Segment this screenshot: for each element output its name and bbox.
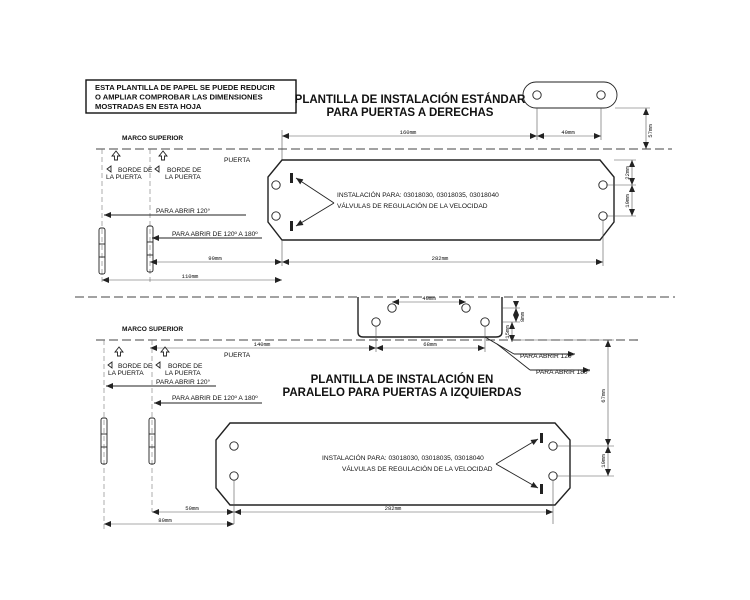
svg-text:LA PUERTA: LA PUERTA — [106, 174, 142, 181]
bottom-dim-15: 15mm — [504, 325, 511, 339]
bottom-dim-50: 50mm — [185, 505, 199, 512]
bottom-open-180: PARA ABRIR DE 120º A 180º — [172, 395, 258, 402]
svg-text:LA PUERTA: LA PUERTA — [108, 370, 144, 377]
svg-text:BORDE DE: BORDE DE — [168, 363, 203, 370]
svg-text:BORDE DE: BORDE DE — [118, 167, 153, 174]
note-line-2: O AMPLIAR COMPROBAR LAS DIMENSIONES — [95, 92, 263, 102]
top-open-180: PARA ABRIR DE 120º A 180º — [172, 231, 258, 238]
top-install-label: INSTALACIÓN PARA: 03018030, 03018035, 03018040 — [337, 192, 499, 199]
bottom-install-label: INSTALACIÓN PARA: 03018030, 03018035, 03018040 — [322, 455, 484, 462]
bottom-open-120-right: PARA ABRIR 120° — [520, 353, 575, 360]
svg-text:BORDE DE: BORDE DE — [167, 167, 202, 174]
bottom-frame-label: MARCO SUPERIOR — [122, 326, 184, 333]
bottom-dim-8: 8mm — [519, 311, 526, 323]
bottom-door-edge-1 — [108, 347, 153, 377]
top-title-line-1: PLANTILLA DE INSTALACIÓN ESTÁNDAR — [294, 94, 526, 106]
bottom-title-line-2: PARALELO PARA PUERTAS A IZQUIERDAS — [282, 387, 522, 399]
svg-text:LA PUERTA: LA PUERTA — [165, 174, 201, 181]
bottom-dim-80: 80mm — [158, 517, 172, 524]
bottom-dim-40: 40mm — [422, 295, 436, 302]
top-dim-110: 110mm — [181, 273, 199, 280]
bottom-valves-label: VÁLVULAS DE REGULACIÓN DE LA VELOCIDAD — [342, 466, 493, 473]
top-hinge-1 — [99, 228, 105, 274]
bottom-open-180-right: PARA ABRIR 180° — [536, 369, 591, 376]
bottom-closer-body — [216, 423, 570, 505]
bottom-open-120: PARA ABRIR 120° — [156, 379, 211, 386]
top-frame-label: MARCO SUPERIOR — [122, 135, 184, 142]
bottom-dim-140: 140mm — [253, 341, 271, 348]
top-dim-282: 282mm — [431, 255, 449, 262]
top-dim-22: 22mm — [624, 166, 631, 180]
bottom-arm-bracket — [358, 297, 502, 337]
bottom-title-line-1: PLANTILLA DE INSTALACIÓN EN — [310, 374, 494, 386]
top-dim-40: 40mm — [561, 129, 575, 136]
top-dim-90: 90mm — [208, 255, 222, 262]
top-dim-19: 19mm — [624, 194, 631, 208]
top-dim-57: 57mm — [647, 124, 654, 138]
note-line-1: ESTA PLANTILLA DE PAPEL SE PUEDE REDUCIR — [95, 83, 276, 92]
top-door-edge-1 — [106, 151, 153, 181]
bottom-template — [96, 295, 640, 530]
top-valves-label: VÁLVULAS DE REGULACIÓN DE LA VELOCIDAD — [337, 203, 488, 210]
top-dim-160: 160mm — [399, 129, 417, 136]
bottom-door-edge-2 — [156, 347, 203, 377]
bottom-dim-19: 19mm — [600, 454, 607, 468]
svg-text:BORDE DE: BORDE DE — [118, 363, 153, 370]
bottom-dim-67: 67mm — [600, 389, 607, 403]
svg-text:LA PUERTA: LA PUERTA — [165, 370, 201, 377]
bottom-dim-282: 282mm — [384, 505, 402, 512]
bottom-dim-68: 68mm — [423, 341, 437, 348]
top-door-edge-2 — [155, 151, 202, 181]
top-door-label: PUERTA — [224, 157, 251, 164]
note-box — [86, 80, 296, 113]
top-open-120: PARA ABRIR 120° — [156, 208, 211, 215]
top-title-line-2: PARA PUERTAS A DERECHAS — [326, 107, 494, 119]
top-closer-body — [268, 160, 614, 240]
bottom-door-label: PUERTA — [224, 352, 251, 359]
note-line-3: MOSTRADAS EN ESTA HOJA — [95, 102, 202, 111]
